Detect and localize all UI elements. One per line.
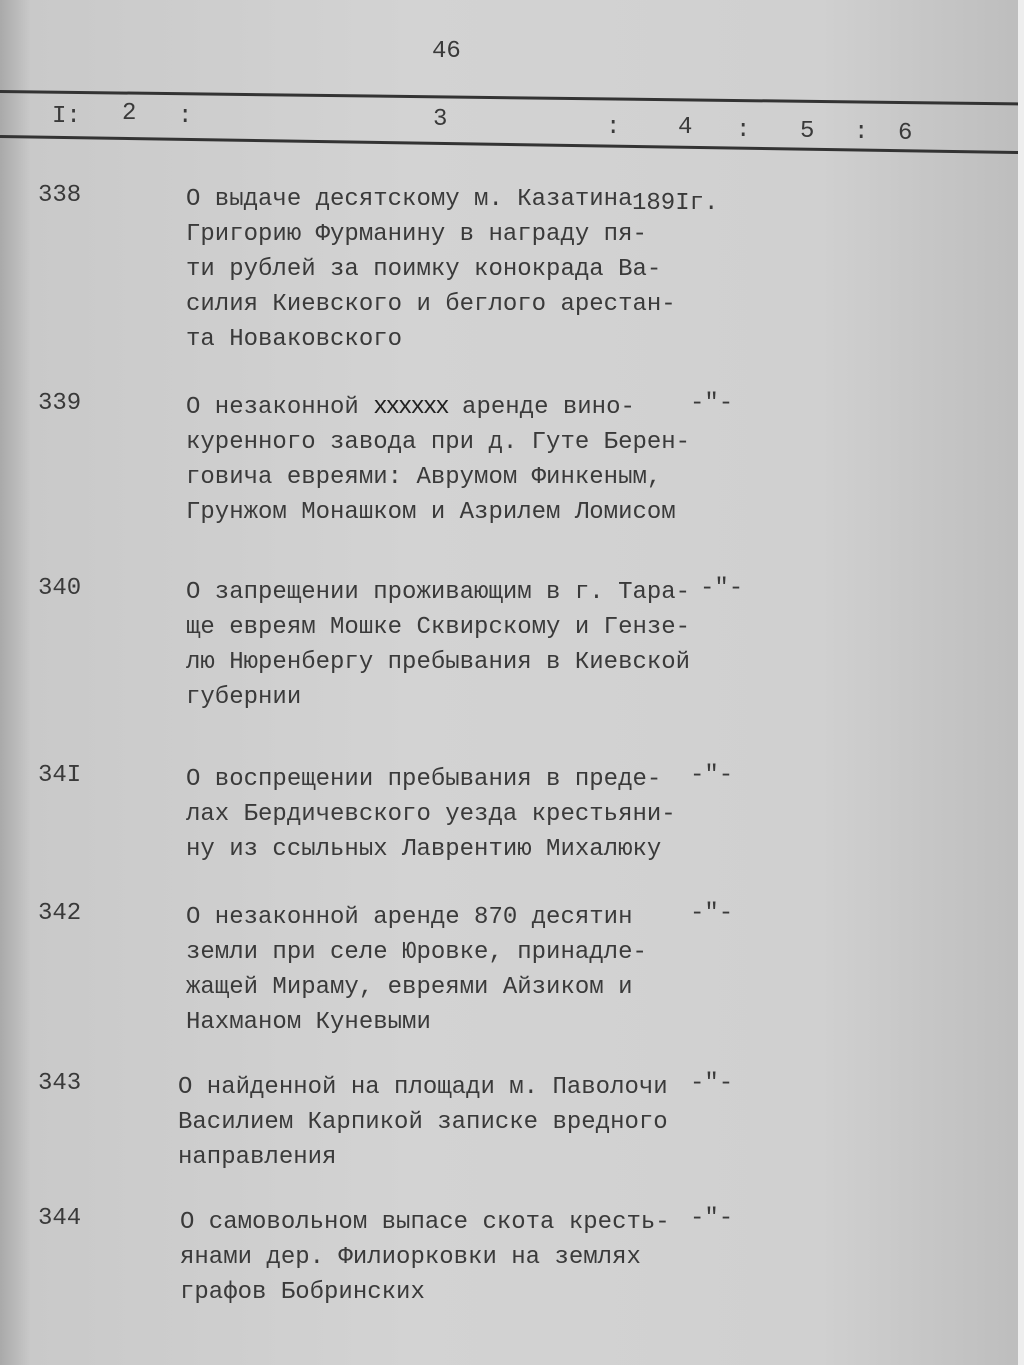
entry-description: О найденной на площади м. Паволочи Василием Карпикой записке вредного направления	[178, 1074, 668, 1171]
entry-number: 34I	[38, 762, 82, 789]
page-edge	[1018, 0, 1024, 1365]
entry-description: О запрещении проживающим в г. Тара- ще евреям Мошке Сквирскому и Гензе- лю Нюренбергу пребывания в Киевской губернии	[186, 579, 691, 711]
header-top-rule	[0, 90, 1020, 105]
overtyped-word: хххххх	[373, 394, 448, 421]
column-separator: :	[178, 103, 193, 130]
column-header-6: 6	[898, 120, 913, 147]
entry-number: 342	[38, 900, 82, 927]
column-header-2: 2	[122, 100, 137, 127]
entry-description: О незаконной аренде 870 десятин земли при селе Юровке, принадле- жащей Мираму, евреями Айзиком и Нахманом Куневыми	[186, 904, 647, 1036]
column-separator: :	[736, 117, 751, 144]
entry-date-ditto: -"-	[690, 390, 734, 417]
column-separator: :	[606, 114, 621, 141]
entry-number: 340	[38, 575, 82, 602]
column-header-5: 5	[800, 118, 815, 145]
column-header-4: 4	[678, 114, 693, 141]
entry-number: 338	[38, 182, 82, 209]
entry-description: О выдаче десятскому м. Казатина Григорию Фурманину в награду пя- ти рублей за поимку конокрада Ва- силия Киевского и беглого арестан- та Новаковского	[186, 186, 676, 353]
entry-description: О самовольном выпасе скота кресть- янами дер. Филиорковки на землях графов Бобринских	[180, 1209, 670, 1306]
entry-description: О воспрещении пребывания в преде- лах Бердичевского уезда крестьяни- ну из ссыльных Лаврентию Михалюку	[186, 766, 676, 863]
entry-date-ditto: -"-	[690, 1205, 734, 1232]
entry-date-ditto: -"-	[690, 900, 734, 927]
page-number: 46	[432, 38, 461, 65]
entry-date-ditto: -"-	[690, 762, 734, 789]
entry-date-ditto: -"-	[690, 1070, 734, 1097]
column-header-1: I:	[52, 103, 81, 130]
entry-number: 344	[38, 1205, 82, 1232]
column-header-3: 3	[433, 106, 448, 133]
entry-number: 343	[38, 1070, 82, 1097]
entry-date-ditto: -"-	[700, 575, 744, 602]
entry-number: 339	[38, 390, 82, 417]
column-separator: :	[854, 119, 869, 146]
entry-date: 189Iг.	[632, 190, 719, 217]
entry-description: О незаконной хххххх аренде вино- куренного завода при д. Гуте Берен- говича евреями: Аврумом Финкеным, Грунжом Монашком и Азрилем Ломисом	[186, 394, 691, 526]
